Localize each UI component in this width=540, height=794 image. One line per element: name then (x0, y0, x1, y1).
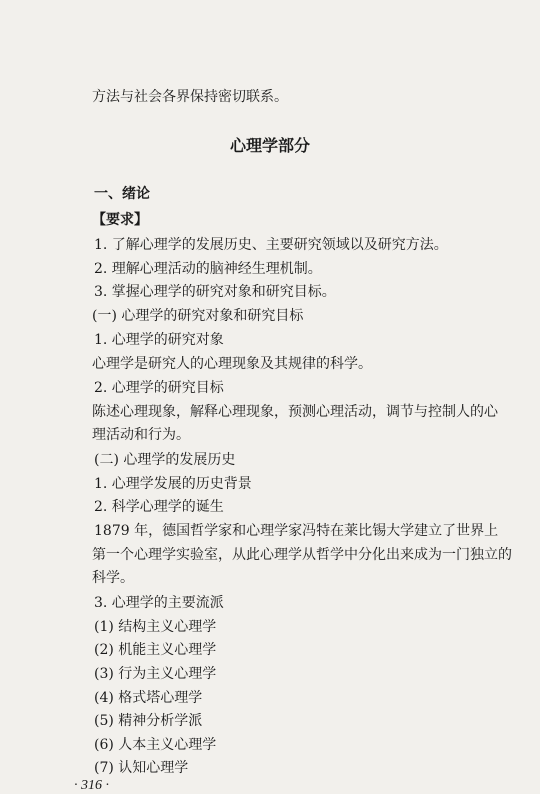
text-line: 3. 心理学的主要流派 (94, 595, 224, 611)
requirements-heading: 【要求】 (92, 212, 148, 228)
text-line: (3) 行为主义心理学 (94, 666, 217, 682)
text-line: 第一个心理学实验室，从此心理学从哲学中分化出来成为一门独立的 (92, 547, 512, 563)
text-line: (7) 认知心理学 (94, 760, 189, 776)
text-line: 3. 掌握心理学的研究对象和研究目标。 (94, 284, 336, 300)
text-line: 1879 年，德国哲学家和心理学家冯特在莱比锡大学建立了世界上 (94, 523, 499, 539)
text-line: (4) 格式塔心理学 (94, 690, 203, 706)
text-line: 2. 理解心理活动的脑神经生理机制。 (94, 261, 322, 277)
page-number: · 316 · (74, 778, 109, 793)
text-line: 1. 心理学的研究对象 (94, 332, 224, 348)
text-line: 理活动和行为。 (92, 427, 190, 443)
section-title: 心理学部分 (229, 136, 310, 155)
text-line: 2. 心理学的研究目标 (94, 380, 224, 396)
text-line: (6) 人本主义心理学 (94, 737, 217, 753)
text-line: 1. 心理学发展的历史背景 (94, 476, 252, 492)
text-line: 科学。 (92, 570, 134, 586)
text-line: 心理学是研究人的心理现象及其规律的科学。 (92, 356, 372, 372)
text-line: 1. 了解心理学的发展历史、主要研究领域以及研究方法。 (94, 237, 448, 253)
text-line: (1) 结构主义心理学 (94, 619, 217, 635)
text-line: 陈述心理现象，解释心理现象，预测心理活动，调节与控制人的心 (92, 404, 498, 420)
text-line: (二) 心理学的发展历史 (94, 452, 236, 468)
intro-line: 方法与社会各界保持密切联系。 (92, 89, 288, 105)
text-line: (2) 机能主义心理学 (94, 642, 217, 658)
chapter-heading: 一、绪论 (94, 186, 150, 202)
text-line: (一) 心理学的研究对象和研究目标 (92, 308, 304, 324)
text-line: 2. 科学心理学的诞生 (94, 499, 224, 515)
text-line: (5) 精神分析学派 (94, 713, 203, 729)
